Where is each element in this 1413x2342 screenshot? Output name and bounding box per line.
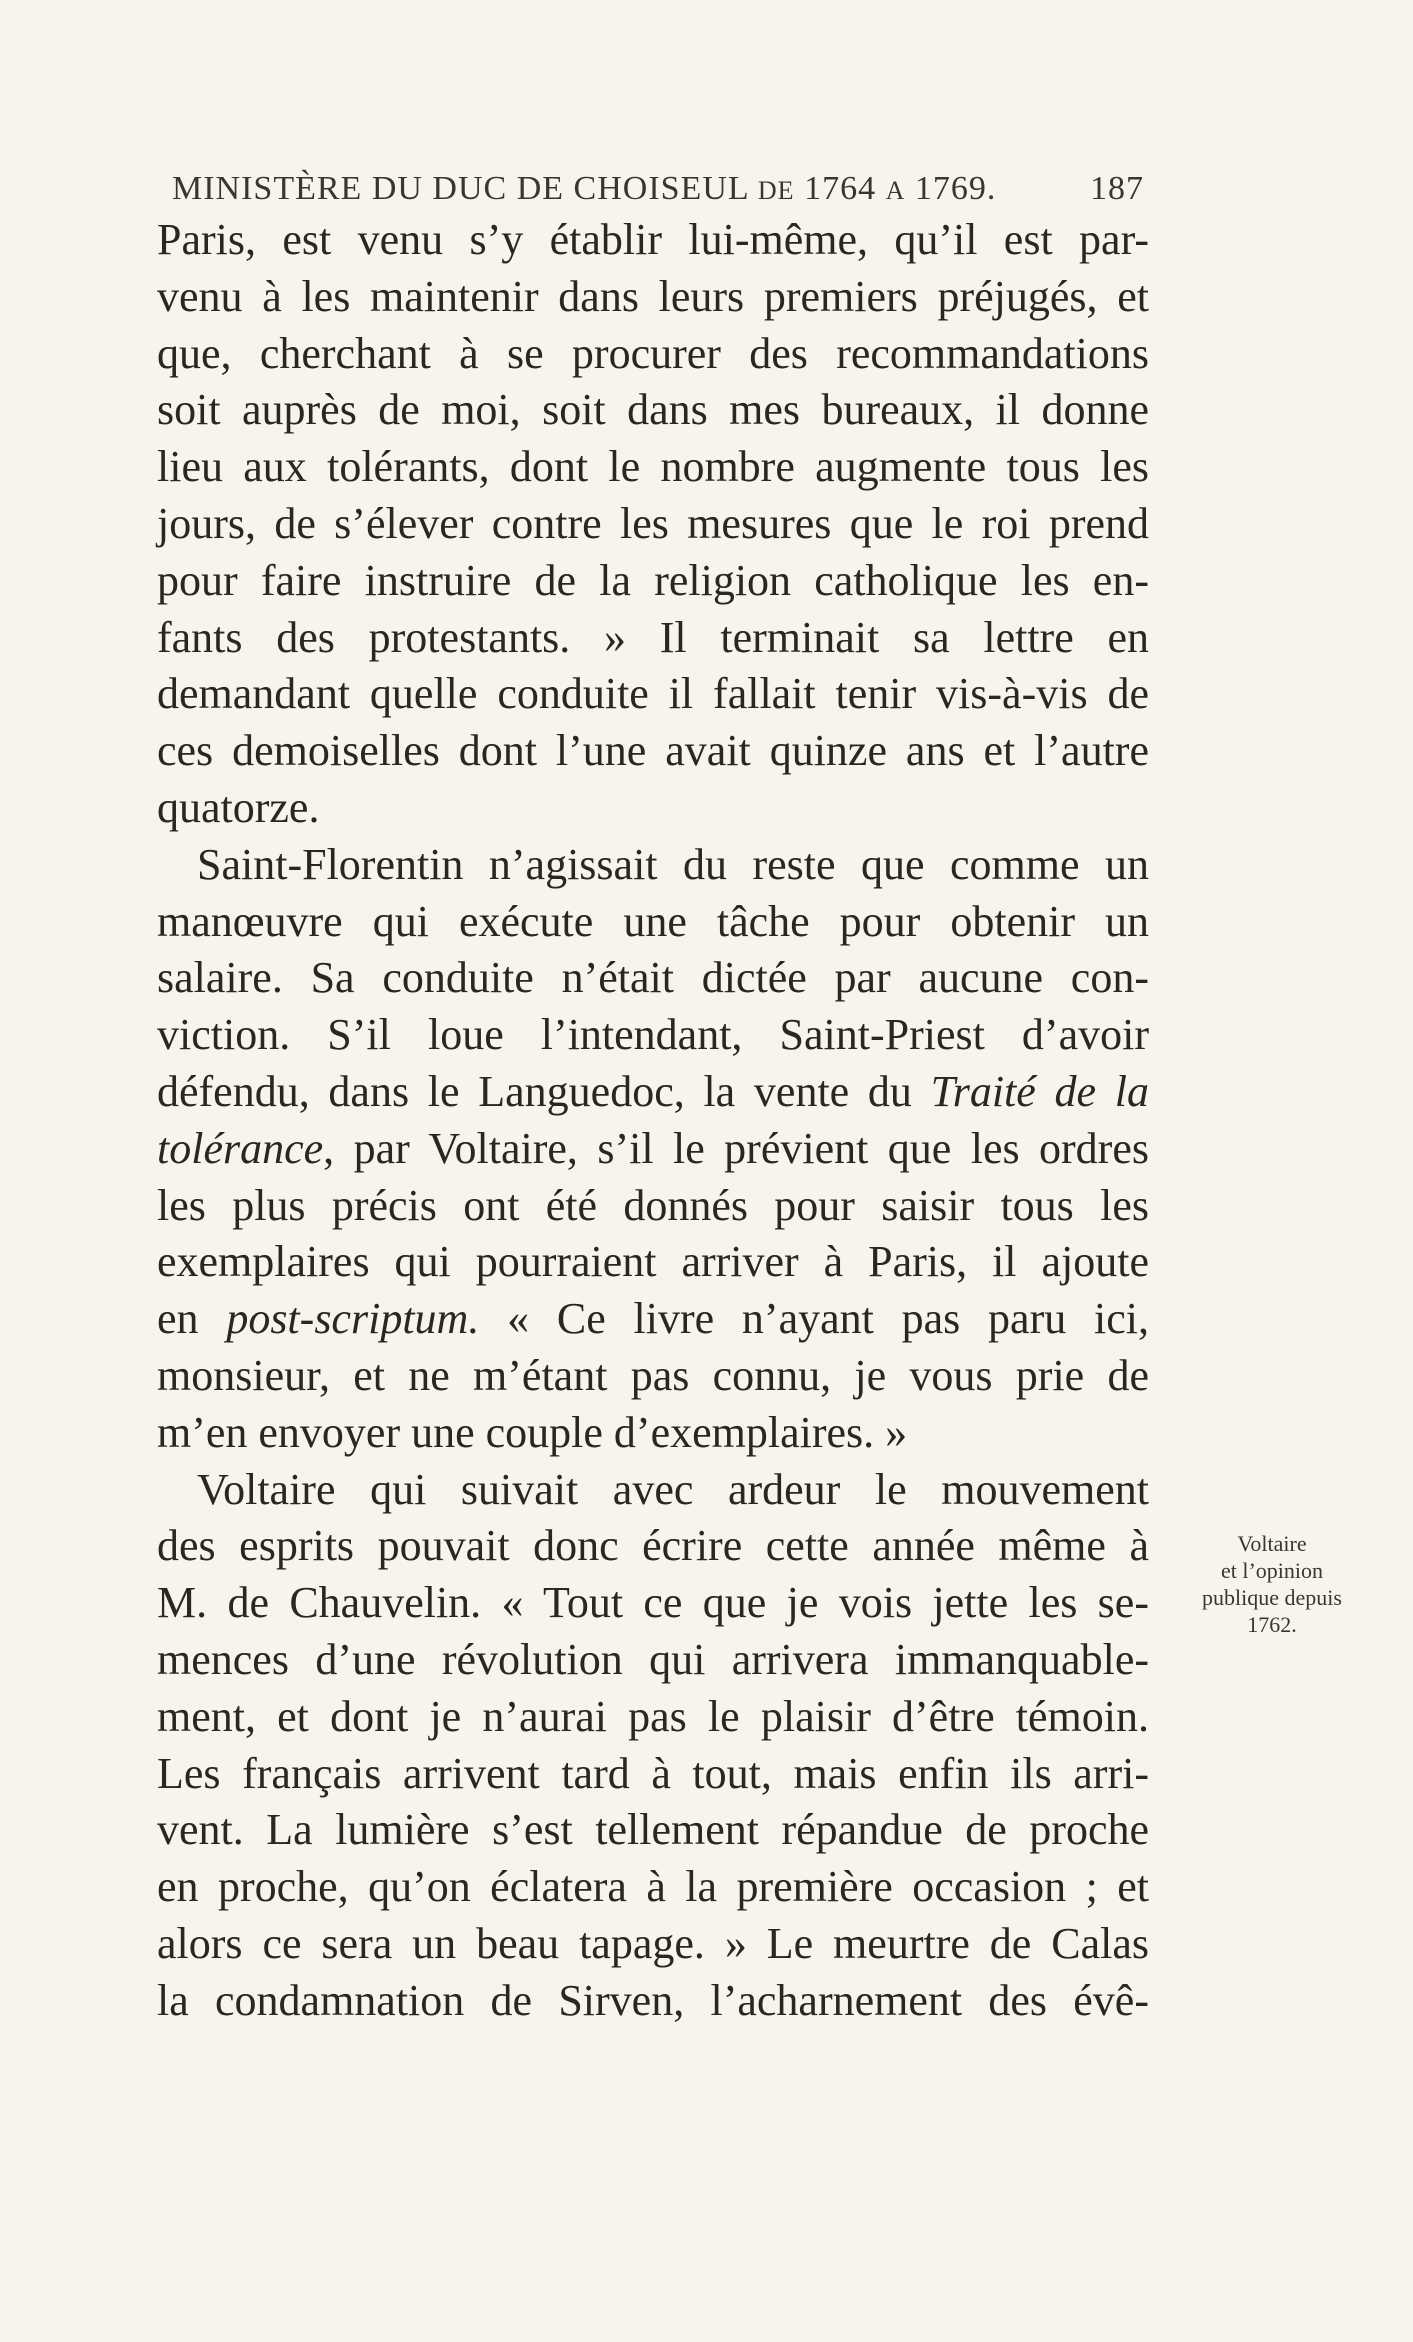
text-line: en proche, qu’on éclatera à la première occasion ; et: [157, 1862, 1149, 1912]
margin-note-line: et l’opinion: [1220, 1558, 1324, 1583]
text-line: que, cherchant à se procurer des recommandations: [157, 328, 1149, 378]
text-line: ment, et dont je n’aurai pas le plaisir d’être témoin.: [157, 1691, 1149, 1741]
body-text: [157, 212, 1149, 2030]
text-line: manœuvre qui exécute une tâche pour obtenir un: [157, 896, 1149, 946]
margin-note-line: publique depuis: [1202, 1585, 1342, 1610]
text-line: les plus précis ont été donnés pour saisir tous les: [157, 1180, 1149, 1230]
text-line: Paris, est venu s’y établir lui-même, qu’il est par-: [157, 215, 1149, 264]
text-line: Saint-Florentin n’agissait du reste que comme un: [197, 839, 1149, 889]
running-head-title: [172, 170, 996, 208]
text-line: quatorze.: [157, 782, 320, 832]
text-line: pour faire instruire de la religion catholique les en-: [157, 555, 1149, 605]
text-line: M. de Chauvelin. « Tout ce que je vois jette les se-: [157, 1578, 1149, 1628]
page-number: 187: [1090, 170, 1144, 207]
text-line: demandant quelle conduite il fallait tenir vis-à-vis de: [157, 669, 1149, 719]
running-head-title-main: MINISTÈRE DU DUC DE CHOISEUL: [172, 170, 749, 207]
text-line: Voltaire qui suivait avec ardeur le mouvement: [197, 1464, 1149, 1514]
margin-note-line: Voltaire: [1237, 1531, 1307, 1556]
text-line: des esprits pouvait donc écrire cette année même à: [157, 1521, 1149, 1571]
text-line-with-italic: [157, 1291, 1149, 1348]
text-segment: défendu, dans le Languedoc, la vente du: [157, 1066, 931, 1116]
text-line: m’en envoyer une couple d’exemplaires. »: [157, 1407, 908, 1457]
text-line: lieu aux tolérants, dont le nombre augmente tous les: [157, 442, 1149, 492]
italic-title: tolérance: [157, 1123, 324, 1173]
text-line-with-italic: [157, 1121, 1149, 1178]
text-line: la condamnation de Sirven, l’acharnement des évê-: [157, 1975, 1149, 2025]
text-line: soit auprès de moi, soit dans mes bureaux, il donne: [157, 385, 1149, 435]
text-line-with-italic: [157, 1064, 1149, 1121]
text-line: alors ce sera un beau tapage. » Le meurtre de Calas: [157, 1918, 1149, 1968]
running-head-year-start: 1764: [804, 170, 877, 207]
text-segment: , par Voltaire, s’il le prévient que les ordres: [323, 1123, 1149, 1173]
text-line: viction. S’il loue l’intendant, Saint-Priest d’avoir: [157, 1010, 1149, 1060]
running-head-title-de: DE: [757, 176, 795, 205]
text-line: vent. La lumière s’est tellement répandue de proche: [157, 1805, 1149, 1855]
text-line: Les français arrivent tard à tout, mais enfin ils arri-: [157, 1748, 1149, 1798]
margin-note: [1172, 1530, 1372, 1638]
text-line: monsieur, et ne m’étant pas connu, je vous prie de: [157, 1350, 1149, 1400]
text-line: ces demoiselles dont l’une avait quinze ans et l’autre: [157, 726, 1149, 776]
text-line: venu à les maintenir dans leurs premiers préjugés, et: [157, 271, 1149, 321]
italic-title: Traité de la: [930, 1066, 1149, 1116]
running-head-title-a: A: [885, 176, 906, 205]
text-line: exemplaires qui pourraient arriver à Paris, il ajoute: [157, 1237, 1149, 1287]
margin-note-line: 1762.: [1247, 1612, 1297, 1637]
running-head-year-end: 1769.: [914, 170, 997, 207]
text-segment: en: [157, 1294, 227, 1344]
text-line: mences d’une révolution qui arrivera immanquable-: [157, 1634, 1149, 1684]
text-line: jours, de s’élever contre les mesures que le roi prend: [157, 498, 1149, 548]
text-line: fants des protestants. » Il terminait sa lettre en: [157, 612, 1149, 662]
italic-term: post-scriptum.: [226, 1294, 480, 1344]
text-line: salaire. Sa conduite n’était dictée par aucune con-: [157, 953, 1149, 1003]
text-segment: « Ce livre n’ayant pas paru ici,: [479, 1294, 1149, 1344]
